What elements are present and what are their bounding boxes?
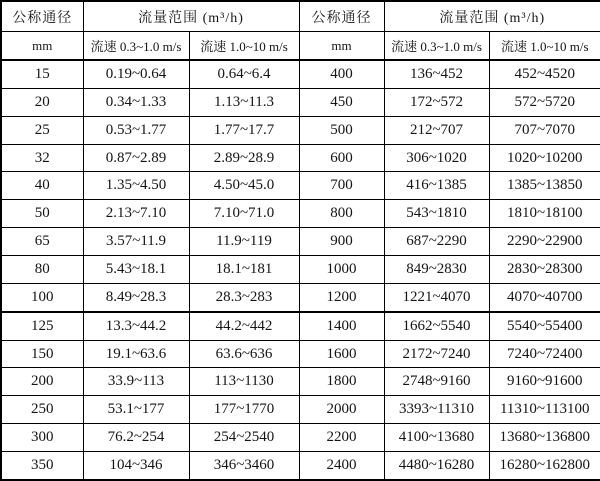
flow-high-cell: 11310~113100 [489, 396, 600, 424]
table-row [1, 396, 600, 424]
flow-high-cell: 5540~55400 [489, 312, 600, 341]
flow-high-cell: 4.50~45.0 [189, 172, 299, 200]
flow-high-cell: 346~3460 [189, 451, 299, 480]
dn-cell: 2000 [299, 396, 384, 424]
flow-high-cell: 11.9~119 [189, 227, 299, 255]
flow-low-cell: 76.2~254 [83, 424, 189, 452]
flow-high-cell: 7.10~71.0 [189, 200, 299, 228]
flow-high-cell: 113~1130 [189, 368, 299, 396]
table-row [1, 368, 600, 396]
table-row [1, 89, 600, 117]
dn-cell: 150 [1, 340, 83, 368]
dn-cell: 1000 [299, 255, 384, 283]
flow-low-cell: 687~2290 [384, 227, 489, 255]
table-row [1, 340, 600, 368]
flow-high-cell: 16280~162800 [489, 451, 600, 480]
dn-cell: 32 [1, 144, 83, 172]
flow-low-cell: 1662~5540 [384, 312, 489, 341]
flow-high-cell: 452~4520 [489, 60, 600, 89]
table-row [1, 227, 600, 255]
dn-cell: 80 [1, 255, 83, 283]
dn-cell: 1600 [299, 340, 384, 368]
flow-low-cell: 0.19~0.64 [83, 60, 189, 89]
right-unit-header: mm [299, 32, 384, 61]
table-row [1, 144, 600, 172]
flow-low-cell: 8.49~28.3 [83, 283, 189, 312]
table-row [1, 312, 600, 341]
dn-cell: 1800 [299, 368, 384, 396]
flow-high-cell: 2290~22900 [489, 227, 600, 255]
dn-cell: 1400 [299, 312, 384, 341]
flow-low-cell: 2172~7240 [384, 340, 489, 368]
table-row [1, 60, 600, 89]
flow-high-cell: 1020~10200 [489, 144, 600, 172]
dn-cell: 15 [1, 60, 83, 89]
flow-high-cell: 1.77~17.7 [189, 116, 299, 144]
table-row [1, 200, 600, 228]
dn-cell: 2200 [299, 424, 384, 452]
flow-high-cell: 4070~40700 [489, 283, 600, 312]
right-speed-high-header: 流速 1.0~10 m/s [489, 32, 600, 61]
left-diameter-header: 公称通径 [1, 1, 83, 32]
flow-high-cell: 0.64~6.4 [189, 60, 299, 89]
flow-high-cell: 9160~91600 [489, 368, 600, 396]
flow-high-cell: 13680~136800 [489, 424, 600, 452]
flow-high-cell: 2830~28300 [489, 255, 600, 283]
flow-high-cell: 254~2540 [189, 424, 299, 452]
flow-high-cell: 18.1~181 [189, 255, 299, 283]
flow-high-cell: 1.13~11.3 [189, 89, 299, 117]
flow-low-cell: 0.87~2.89 [83, 144, 189, 172]
dn-cell: 40 [1, 172, 83, 200]
flow-low-cell: 306~1020 [384, 144, 489, 172]
flow-high-cell: 572~5720 [489, 89, 600, 117]
left-unit-header: mm [1, 32, 83, 61]
right-diameter-header: 公称通径 [299, 1, 384, 32]
flow-high-cell: 44.2~442 [189, 312, 299, 341]
flow-low-cell: 2.13~7.10 [83, 200, 189, 228]
dn-cell: 25 [1, 116, 83, 144]
flow-low-cell: 136~452 [384, 60, 489, 89]
flow-high-cell: 2.89~28.9 [189, 144, 299, 172]
left-speed-low-header: 流速 0.3~1.0 m/s [83, 32, 189, 61]
flow-low-cell: 3393~11310 [384, 396, 489, 424]
dn-cell: 600 [299, 144, 384, 172]
dn-cell: 900 [299, 227, 384, 255]
flow-high-cell: 7240~72400 [489, 340, 600, 368]
table-row [1, 255, 600, 283]
flow-low-cell: 543~1810 [384, 200, 489, 228]
right-speed-low-header: 流速 0.3~1.0 m/s [384, 32, 489, 61]
dn-cell: 100 [1, 283, 83, 312]
table-row [1, 283, 600, 312]
flow-low-cell: 0.53~1.77 [83, 116, 189, 144]
flow-low-cell: 0.34~1.33 [83, 89, 189, 117]
dn-cell: 1200 [299, 283, 384, 312]
dn-cell: 700 [299, 172, 384, 200]
flow-low-cell: 4480~16280 [384, 451, 489, 480]
flow-low-cell: 13.3~44.2 [83, 312, 189, 341]
flow-low-cell: 172~572 [384, 89, 489, 117]
dn-cell: 350 [1, 451, 83, 480]
dn-cell: 50 [1, 200, 83, 228]
right-flow-range-header: 流量范围 (m³/h) [384, 1, 600, 32]
table-row [1, 172, 600, 200]
dn-cell: 65 [1, 227, 83, 255]
dn-cell: 400 [299, 60, 384, 89]
table-row [1, 451, 600, 480]
flow-low-cell: 2748~9160 [384, 368, 489, 396]
flow-low-cell: 1221~4070 [384, 283, 489, 312]
flow-high-cell: 28.3~283 [189, 283, 299, 312]
dn-cell: 125 [1, 312, 83, 341]
dn-cell: 250 [1, 396, 83, 424]
header-row-2 [1, 32, 600, 61]
flow-low-cell: 3.57~11.9 [83, 227, 189, 255]
flow-low-cell: 4100~13680 [384, 424, 489, 452]
dn-cell: 450 [299, 89, 384, 117]
flow-low-cell: 19.1~63.6 [83, 340, 189, 368]
flow-high-cell: 707~7070 [489, 116, 600, 144]
flow-low-cell: 33.9~113 [83, 368, 189, 396]
dn-cell: 300 [1, 424, 83, 452]
flow-low-cell: 849~2830 [384, 255, 489, 283]
dn-cell: 2400 [299, 451, 384, 480]
flow-high-cell: 1810~18100 [489, 200, 600, 228]
flow-low-cell: 212~707 [384, 116, 489, 144]
dn-cell: 20 [1, 89, 83, 117]
left-speed-high-header: 流速 1.0~10 m/s [189, 32, 299, 61]
header-row-1 [1, 1, 600, 32]
left-flow-range-header: 流量范围 (m³/h) [83, 1, 299, 32]
flow-high-cell: 177~1770 [189, 396, 299, 424]
table-row [1, 116, 600, 144]
flow-low-cell: 1.35~4.50 [83, 172, 189, 200]
flow-low-cell: 104~346 [83, 451, 189, 480]
flow-low-cell: 5.43~18.1 [83, 255, 189, 283]
dn-cell: 500 [299, 116, 384, 144]
dn-cell: 200 [1, 368, 83, 396]
flow-low-cell: 53.1~177 [83, 396, 189, 424]
flow-high-cell: 1385~13850 [489, 172, 600, 200]
table-row [1, 424, 600, 452]
dn-cell: 800 [299, 200, 384, 228]
flow-low-cell: 416~1385 [384, 172, 489, 200]
flow-high-cell: 63.6~636 [189, 340, 299, 368]
